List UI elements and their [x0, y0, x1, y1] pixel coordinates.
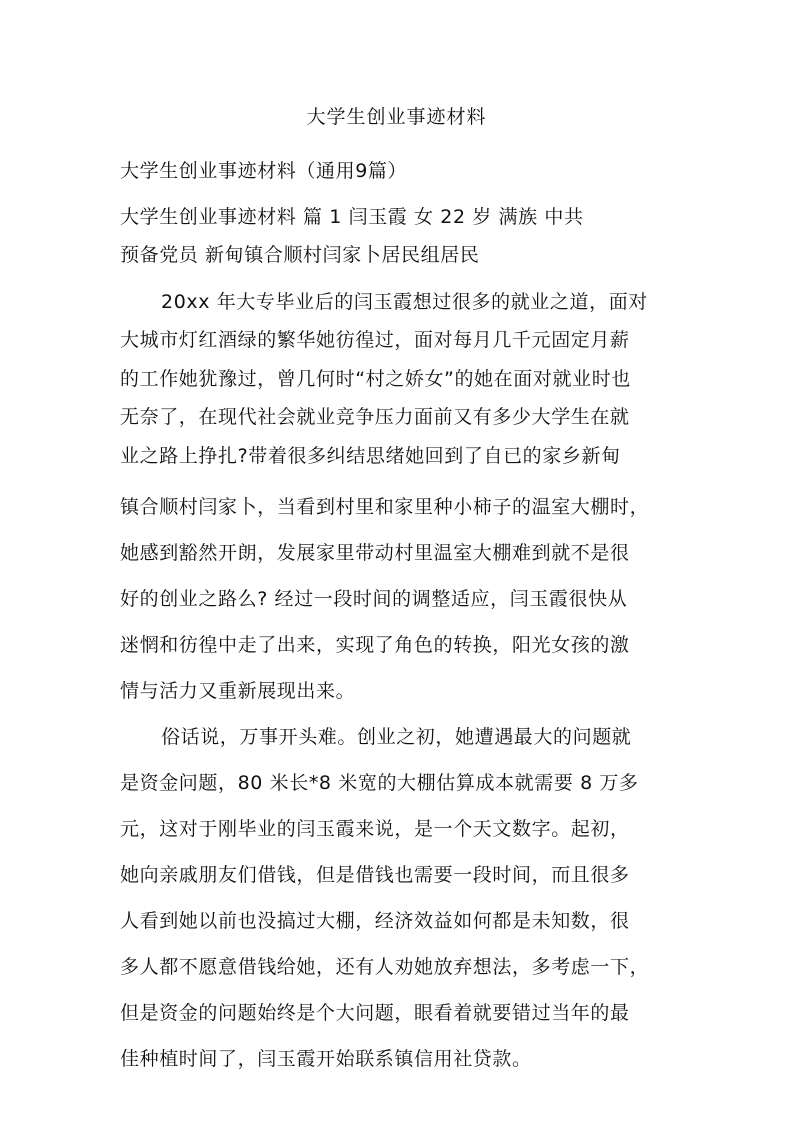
paragraph2-line-1: 俗话说，万事开头难。创业之初，她遭遇最大的问题就 — [161, 726, 632, 748]
intro-line-2: 预备党员 新甸镇合顺村闫家卜居民组居民 — [120, 244, 480, 266]
paragraph1-line-9: 迷惘和彷徨中走了出来，实现了角色的转换，阳光女孩的激 — [120, 634, 630, 656]
paragraph1-line-3: 的工作她犹豫过，曾几何时“村之娇女”的她在面对就业时也 — [120, 368, 631, 390]
paragraph1-line-1: 20xx 年大专毕业后的闫玉霞想过很多的就业之道，面对 — [161, 291, 648, 313]
intro-line-1: 大学生创业事迹材料 篇 1 闫玉霞 女 22 岁 满族 中共 — [120, 206, 584, 228]
paragraph1-line-4: 无奈了，在现代社会就业竞争压力面前又有多少大学生在就 — [120, 406, 630, 428]
paragraph1-line-2: 大城市灯红酒绿的繁华她彷徨过，面对每月几千元固定月薪 — [120, 329, 630, 351]
paragraph2-line-2: 是资金问题，80 米长*8 米宽的大棚估算成本就需要 8 万多 — [120, 772, 639, 794]
paragraph2-line-6: 多人都不愿意借钱给她，还有人劝她放弃想法，多考虑一下， — [120, 956, 650, 978]
paragraph2-line-8: 佳种植时间了，闫玉霞开始联系镇信用社贷款。 — [120, 1048, 532, 1070]
paragraph1-line-7: 她感到豁然开朗，发展家里带动村里温室大棚难到就不是很 — [120, 542, 630, 564]
paragraph1-line-8: 好的创业之路么? 经过一段时间的调整适应，闫玉霞很快从 — [120, 588, 628, 610]
paragraph2-line-7: 但是资金的问题始终是个大问题，眼看着就要错过当年的最 — [120, 1002, 630, 1024]
paragraph1-line-6: 镇合顺村闫家卜，当看到村里和家里种小柿子的温室大棚时， — [120, 496, 650, 518]
document-title: 大学生创业事迹材料 — [306, 106, 487, 128]
paragraph2-line-4: 她向亲戚朋友们借钱，但是借钱也需要一段时间，而且很多 — [120, 864, 630, 886]
document-subtitle: 大学生创业事迹材料（通用9篇） — [120, 160, 408, 182]
paragraph2-line-5: 人看到她以前也没搞过大棚，经济效益如何都是未知数，很 — [120, 910, 630, 932]
paragraph1-line-5: 业之路上挣扎?带着很多纠结思绪她回到了自已的家乡新甸 — [120, 445, 621, 467]
paragraph1-line-10: 情与活力又重新展现出来。 — [120, 680, 356, 702]
paragraph2-line-3: 元，这对于刚毕业的闫玉霞来说，是一个天文数字。起初， — [120, 818, 630, 840]
